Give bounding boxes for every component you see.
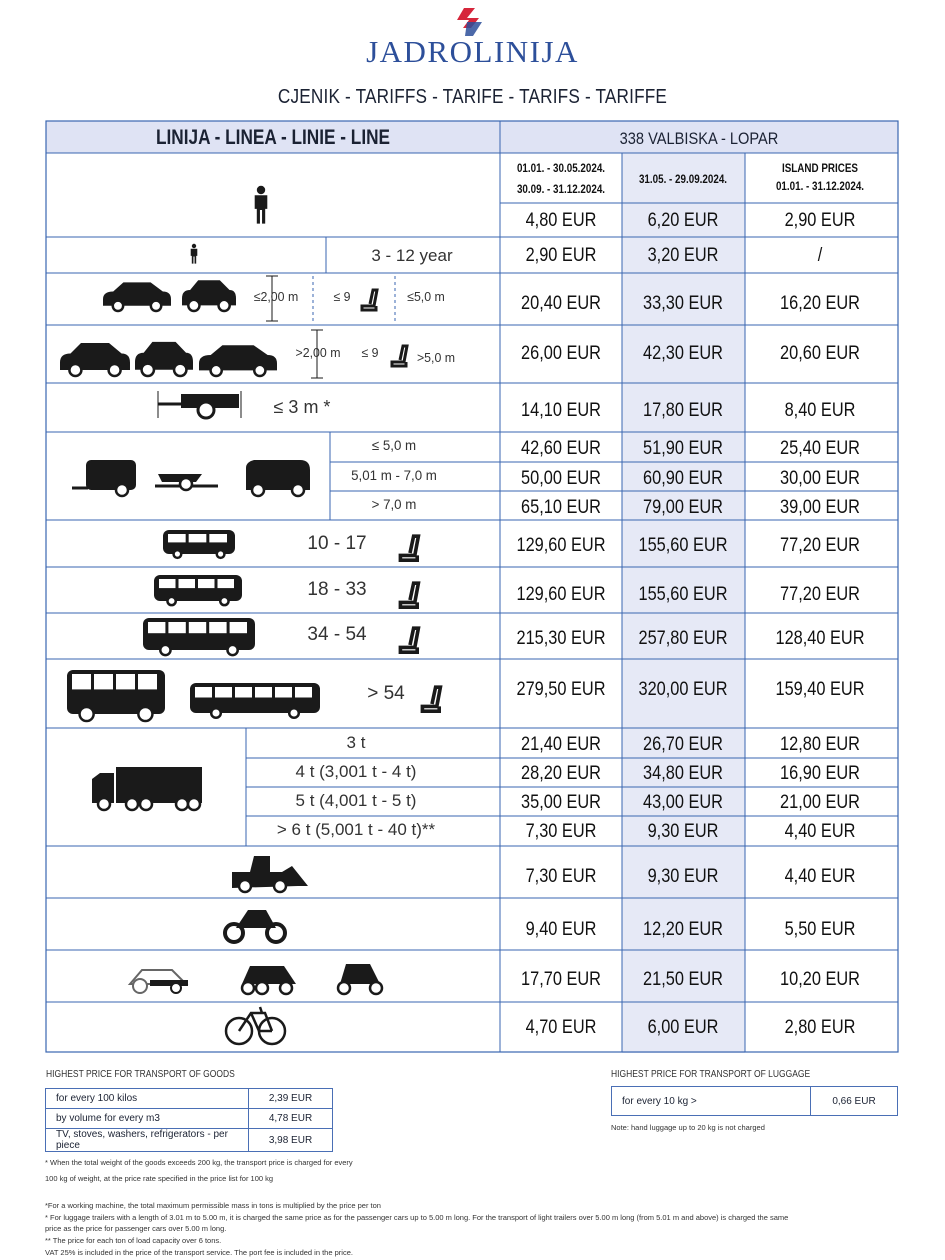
price-cell: 7,30 EUR: [525, 866, 597, 887]
car-height-label: >2,00 m: [295, 345, 341, 360]
height-arrow-icon: [311, 330, 323, 378]
camper-icon: [246, 460, 310, 496]
price-cell: 155,60 EUR: [638, 535, 728, 556]
price-cell: 39,00 EUR: [780, 497, 860, 518]
price-cell: 2,80 EUR: [784, 1017, 856, 1038]
luggage-table: [611, 1086, 898, 1116]
seat-icon: [392, 346, 407, 366]
adult-person-icon: [255, 186, 268, 224]
tariff-table: [0, 115, 945, 1055]
goods-title: HIGHEST PRICE FOR TRANSPORT OF GOODS: [46, 1069, 235, 1080]
van-icon: [135, 342, 193, 376]
goods-value: 3,98 EUR: [249, 1129, 333, 1152]
price-cell: 4,70 EUR: [525, 1017, 597, 1038]
seat-icon: [422, 687, 440, 711]
price-cell: 159,40 EUR: [775, 679, 865, 700]
luggage-row: [612, 1087, 898, 1116]
price-cell: 9,30 EUR: [647, 821, 719, 842]
price-cell: 42,60 EUR: [521, 438, 601, 459]
footnote: price as the price for passenger cars over 5.00 m long.: [45, 1224, 227, 1233]
price-cell: 279,50 EUR: [516, 679, 606, 700]
footnote: *For a working machine, the total maximum permissible mass in tons is multiplied by the price per ton: [45, 1201, 381, 1210]
goods-note-1: * When the total weight of the goods exceeds 200 kg, the transport price is charged for every: [45, 1158, 353, 1167]
bus-seats-label: 18 - 33: [307, 579, 367, 600]
price-cell: 25,40 EUR: [780, 438, 860, 459]
car-length-label: ≤5,0 m: [407, 289, 445, 304]
period-1-line1: 01.01. - 30.05.2024.: [516, 161, 606, 175]
logo: [0, 4, 945, 70]
price-cell: 51,90 EUR: [643, 438, 723, 459]
car-with-rack-icon: [199, 345, 277, 376]
truck-weight-label: > 6 t (5,001 t - 40 t)**: [276, 820, 436, 839]
price-cell: 26,70 EUR: [643, 734, 723, 755]
luggage-label: for every 10 kg >: [612, 1087, 811, 1116]
child-age-label: 3 - 12 year: [371, 246, 453, 265]
price-cell: 21,40 EUR: [521, 734, 601, 755]
price-cell: 8,40 EUR: [784, 400, 856, 421]
price-cell: 65,10 EUR: [521, 497, 601, 518]
luggage-title: HIGHEST PRICE FOR TRANSPORT OF LUGGAGE: [611, 1069, 811, 1080]
truck-icon: [92, 767, 202, 810]
price-cell: 17,70 EUR: [521, 969, 601, 990]
boat-trailer-icon: [155, 474, 218, 490]
car-length-label: >5,0 m: [416, 350, 456, 365]
bus-seats-label: > 54: [367, 683, 405, 704]
footnote: ** The price for each ton of load capacity over 6 tons.: [45, 1236, 222, 1245]
price-cell: 26,00 EUR: [521, 343, 601, 364]
trailer-icon: [158, 391, 241, 418]
child-person-icon: [191, 244, 198, 264]
price-cell: 14,10 EUR: [521, 400, 601, 421]
goods-row: [46, 1129, 333, 1152]
price-cell: 12,80 EUR: [780, 734, 860, 755]
period-2: 31.05. - 29.09.2024.: [638, 172, 728, 186]
price-cell: 129,60 EUR: [516, 584, 606, 605]
price-cell: 9,30 EUR: [647, 866, 719, 887]
jeep-icon: [182, 280, 236, 311]
price-cell: /: [817, 245, 823, 266]
price-cell: 9,40 EUR: [525, 919, 597, 940]
price-cell: 28,20 EUR: [521, 763, 601, 784]
price-cell: 4,40 EUR: [784, 866, 856, 887]
luggage-value: 0,66 EUR: [811, 1087, 898, 1116]
caravan-length-label: > 7,0 m: [371, 496, 417, 512]
period-1-line2: 30.09. - 31.12.2024.: [516, 182, 606, 196]
footnote: VAT 25% is included in the price of the transport service. The port fee is included in the price.: [45, 1248, 353, 1257]
passenger-car-icon: [103, 282, 171, 311]
goods-label: by volume for every m3: [46, 1109, 249, 1129]
scooter-on-trailer-icon: [130, 970, 188, 993]
coach-bus-icon: [190, 683, 320, 718]
goods-value: 2,39 EUR: [249, 1089, 333, 1109]
price-cell: 320,00 EUR: [638, 679, 728, 700]
price-cell: 43,00 EUR: [643, 792, 723, 813]
minibus-icon: [163, 530, 235, 558]
price-cell: 50,00 EUR: [521, 468, 601, 489]
goods-row: [46, 1109, 333, 1129]
goods-label: TV, stoves, washers, refrigerators - per piece: [46, 1129, 249, 1152]
price-cell: 16,20 EUR: [780, 293, 860, 314]
price-cell: 30,00 EUR: [780, 468, 860, 489]
period-3-line2: 01.01. - 31.12.2024.: [775, 179, 865, 193]
price-cell: 2,90 EUR: [525, 245, 597, 266]
price-cell: 5,50 EUR: [784, 919, 856, 940]
price-cell: 33,30 EUR: [643, 293, 723, 314]
caravan-length-label: 5,01 m - 7,0 m: [351, 467, 437, 483]
seat-icon: [362, 290, 377, 310]
price-cell: 12,20 EUR: [643, 919, 723, 940]
price-cell: 34,80 EUR: [643, 763, 723, 784]
loader-machine-icon: [232, 856, 308, 892]
goods-value: 4,78 EUR: [249, 1109, 333, 1129]
price-cell: 17,80 EUR: [643, 400, 723, 421]
period-3-line1: ISLAND PRICES: [781, 161, 859, 175]
truck-weight-label: 5 t (4,001 t - 5 t): [295, 791, 417, 810]
car-seats-label: ≤ 9: [333, 289, 351, 304]
bus-icon: [143, 618, 255, 655]
price-cell: 215,30 EUR: [516, 628, 606, 649]
route-name: 338 VALBISKA - LOPAR: [619, 129, 779, 148]
price-cell: 77,20 EUR: [780, 535, 860, 556]
truck-weight-label: 4 t (3,001 t - 4 t): [295, 762, 417, 781]
car-height-label: ≤2,00 m: [253, 289, 299, 304]
price-cell: 7,30 EUR: [525, 821, 597, 842]
line-header: LINIJA - LINEA - LINIE - LINE: [155, 126, 391, 149]
price-cell: 10,20 EUR: [780, 969, 860, 990]
goods-row: [46, 1089, 333, 1109]
caravan-icon: [72, 460, 136, 496]
midibus-icon: [154, 575, 242, 605]
goods-label: for every 100 kilos: [46, 1089, 249, 1109]
bus-seats-label: 34 - 54: [307, 624, 367, 645]
suv-icon: [60, 343, 130, 376]
price-cell: 2,90 EUR: [784, 210, 856, 231]
price-cell: 4,40 EUR: [784, 821, 856, 842]
price-cell: 128,40 EUR: [775, 628, 865, 649]
price-cell: 77,20 EUR: [780, 584, 860, 605]
caravan-length-label: ≤ 5,0 m: [371, 437, 417, 453]
double-decker-bus-icon: [67, 670, 165, 721]
price-cell: 35,00 EUR: [521, 792, 601, 813]
price-cell: 16,90 EUR: [780, 763, 860, 784]
page-title: CJENIK - TARIFFS - TARIFE - TARIFS - TARIFFE: [277, 86, 668, 108]
car-seats-label: ≤ 9: [361, 345, 379, 360]
seat-icon: [400, 536, 418, 560]
trailer-label: ≤ 3 m *: [273, 397, 331, 417]
price-cell: 155,60 EUR: [638, 584, 728, 605]
price-cell: 257,80 EUR: [638, 628, 728, 649]
price-cell: 129,60 EUR: [516, 535, 606, 556]
bus-seats-label: 10 - 17: [307, 533, 367, 554]
footnote: * For luggage trailers with a length of 3.01 m to 5.00 m, it is charged the same price as for the passenger cars up to 5.00 m long. For the transport of light trailers over 5.00 m long (from 5.01 m and above) is charged the same: [45, 1213, 789, 1222]
price-cell: 60,90 EUR: [643, 468, 723, 489]
seat-icon: [400, 583, 418, 607]
price-cell: 20,60 EUR: [780, 343, 860, 364]
price-cell: 21,50 EUR: [643, 969, 723, 990]
price-cell: 21,00 EUR: [780, 792, 860, 813]
price-cell: 6,00 EUR: [647, 1017, 719, 1038]
price-cell: 79,00 EUR: [643, 497, 723, 518]
brand-name: JADROLINIJA: [366, 34, 579, 69]
atv-icon: [338, 964, 382, 994]
seat-icon: [400, 628, 418, 652]
price-cell: 3,20 EUR: [647, 245, 719, 266]
price-cell: 20,40 EUR: [521, 293, 601, 314]
bicycle-icon: [226, 1007, 285, 1044]
luggage-note: Note: hand luggage up to 20 kg is not charged: [611, 1123, 765, 1132]
motorcycle-icon: [225, 910, 285, 942]
price-cell: 6,20 EUR: [647, 210, 719, 231]
quad-icon: [242, 966, 296, 994]
truck-weight-label: 3 t: [346, 733, 366, 752]
goods-table: [45, 1088, 333, 1152]
price-cell: 42,30 EUR: [643, 343, 723, 364]
height-arrow-icon: [266, 276, 278, 321]
price-cell: 4,80 EUR: [525, 210, 597, 231]
goods-note-2: 100 kg of weight, at the price rate specified in the price list for 100 kg: [45, 1174, 274, 1183]
